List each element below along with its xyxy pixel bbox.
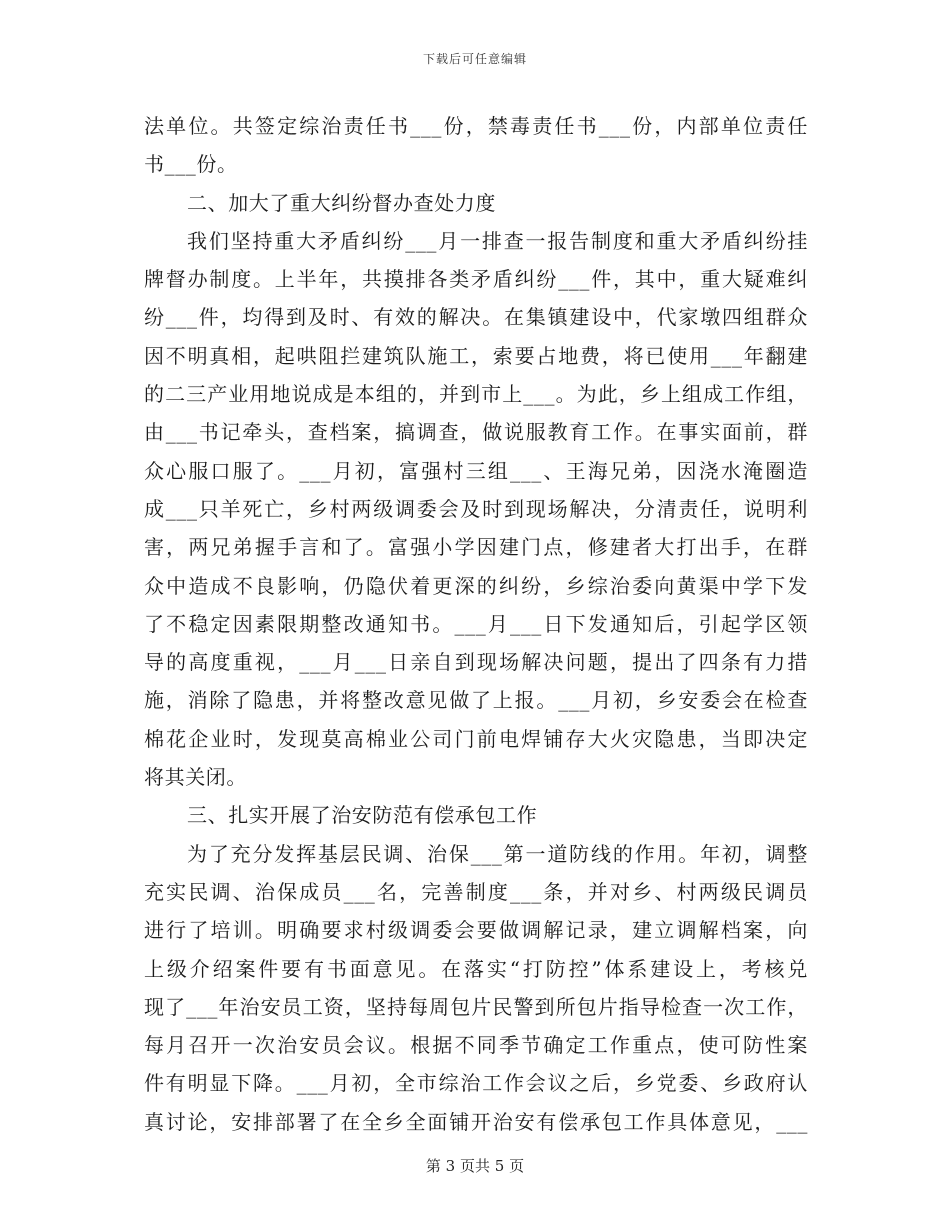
paragraph-line: 导的高度重视，___月___日亲自到现场解决问题，提出了四条有力措 [144, 650, 808, 675]
paragraph-line: 棉花企业时，发现莫高棉业公司门前电焊铺存大火灾隐患，当即决定 [144, 726, 808, 751]
paragraph-line: 充实民调、治保成员___名，完善制度___条，并对乡、村两级民调员 [144, 879, 808, 904]
paragraph-line: 因不明真相，起哄阻拦建筑队施工，索要占地费，将已使用___年翻建 [144, 343, 808, 368]
paragraph-line: 书___份。 [144, 152, 238, 177]
paragraph-line: 每月召开一次治安员会议。根据不同季节确定工作重点，使可防性案 [144, 1033, 808, 1058]
paragraph-line: 了不稳定因素限期整改通知书。___月___日下发通知后，引起学区领 [144, 611, 808, 636]
paragraph-line: 的二三产业用地说成是本组的，并到市上___。为此，乡上组成工作组， [144, 382, 808, 407]
paragraph-line: 法单位。共签定综治责任书___份，禁毒责任书___份，内部单位责任 [144, 114, 808, 138]
paragraph-line: 上级介绍案件要有书面意见。在落实“打防控”体系建设上，考核兑 [144, 956, 808, 981]
paragraph-line: 真讨论，安排部署了在全乡全面铺开治安有偿承包工作具体意见，___ [144, 1109, 808, 1134]
paragraph-line-indented: 三、扎实开展了治安防范有偿承包工作 [187, 803, 538, 828]
document-body [144, 107, 808, 1141]
paragraph-line-indented: 我们坚持重大矛盾纠纷___月一排查一报告制度和重大矛盾纠纷挂 [187, 228, 808, 253]
paragraph-line: 将其关闭。 [144, 765, 247, 790]
paragraph-line-indented: 二、加大了重大纠纷督办查处力度 [187, 190, 496, 215]
paragraph-line: 成___只羊死亡，乡村两级调委会及时到现场解决，分清责任，说明利 [144, 496, 808, 521]
paragraph-line: 众心服口服了。___月初，富强村三组___、王海兄弟，因浇水淹圈造 [144, 458, 808, 483]
paragraph-line: 现了___年治安员工资，坚持每周包片民警到所包片指导检查一次工作， [144, 994, 808, 1019]
paragraph-line: 害，两兄弟握手言和了。富强小学因建门点，修建者大打出手，在群 [144, 535, 808, 560]
paragraph-line: 件有明显下降。___月初，全市综治工作会议之后，乡党委、乡政府认 [144, 1071, 808, 1096]
paragraph-line-indented: 为了充分发挥基层民调、治保___第一道防线的作用。年初，调整 [187, 841, 808, 866]
paragraph-line: 纷___件，均得到及时、有效的解决。在集镇建设中，代家墩四组群众 [144, 305, 808, 330]
paragraph-line: 众中造成不良影响，仍隐伏着更深的纠纷，乡综治委向黄渠中学下发 [144, 573, 808, 598]
page-header: 下载后可任意编辑 [422, 52, 527, 66]
paragraph-line: 进行了培训。明确要求村级调委会要做调解记录，建立调解档案，向 [144, 918, 808, 943]
paragraph-line: 由___书记牵头，查档案，搞调查，做说服教育工作。在事实面前，群 [144, 420, 808, 445]
page-number: 第 3 页共 5 页 [425, 1157, 525, 1175]
paragraph-line: 牌督办制度。上半年，共摸排各类矛盾纠纷___件，其中，重大疑难纠 [144, 267, 808, 292]
paragraph-line: 施，消除了隐患，并将整改意见做了上报。___月初，乡安委会在检查 [144, 688, 808, 713]
